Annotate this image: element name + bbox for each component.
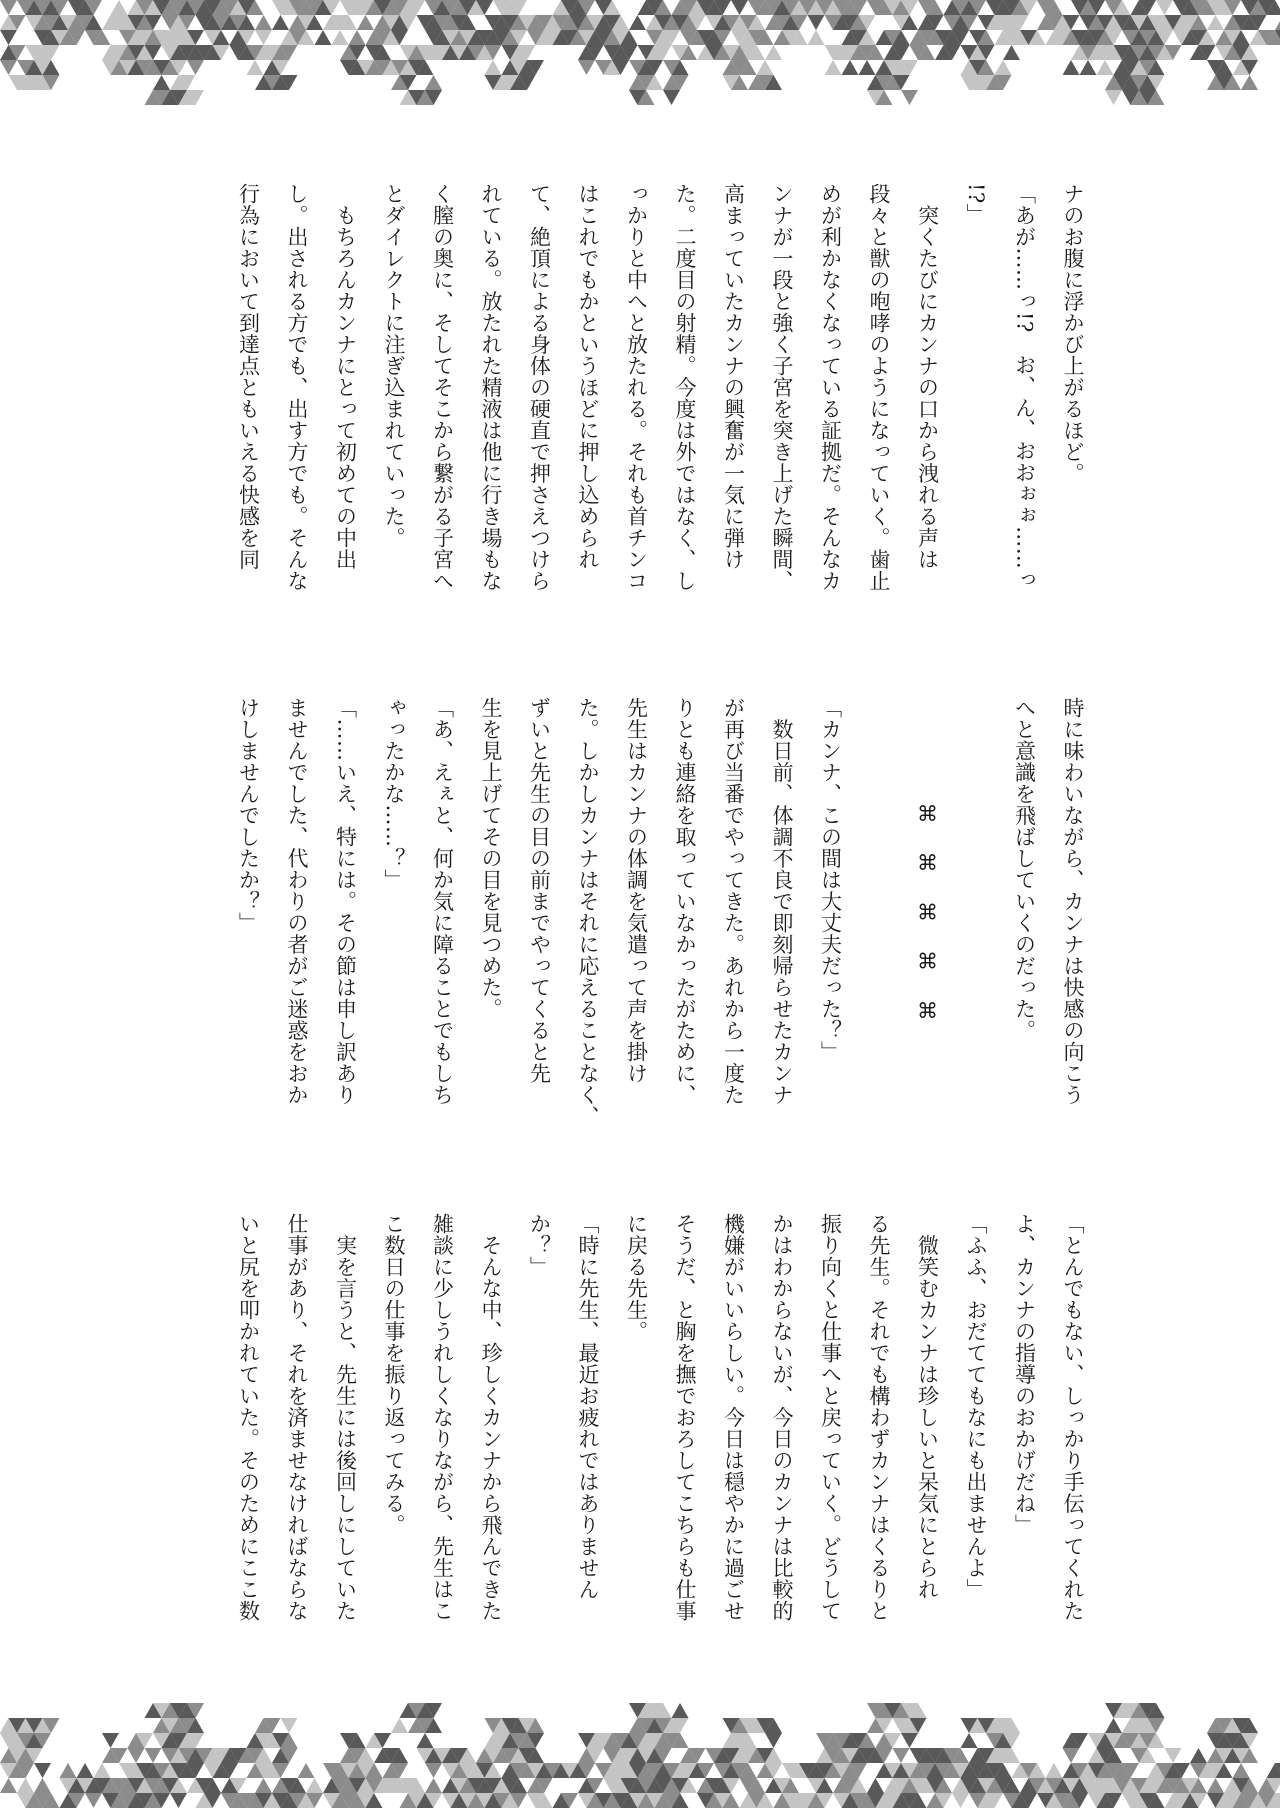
text-column — [952, 697, 1001, 1117]
text-column: へと意識を飛ばしていくのだった。 — [1012, 697, 1037, 1041]
triangle-tile — [901, 1733, 918, 1748]
triangle-tile — [1063, 60, 1080, 75]
text-column: る先生。それでも構わずカンナはくるりと — [867, 1213, 891, 1622]
triangle-tile — [153, 75, 170, 90]
text-column: 時に味わいながら、カンナは快感の向こう — [1061, 697, 1085, 1106]
triangle-tile — [128, 1748, 145, 1763]
triangle-tile — [298, 1763, 315, 1778]
text-column: りとも連絡を取っていなかったがために、 — [673, 697, 697, 1106]
triangle-tile — [34, 1763, 51, 1778]
triangle-tile — [111, 0, 128, 15]
text-column: て、絶頂による身体の硬直で押さえつけら — [527, 183, 552, 592]
triangle-tile — [825, 60, 842, 75]
triangle-tile — [765, 45, 782, 60]
text-column: 高まっていたカンナの興奮が一気に弾け — [721, 183, 746, 570]
text-column: 「あが……っ!? お、ん、おおぉぉ……っ — [1012, 183, 1037, 591]
triangle-tile — [0, 60, 17, 75]
section-break: ⌘⌘⌘⌘⌘ — [915, 802, 940, 1048]
triangle-tile — [1207, 1778, 1224, 1793]
triangle-mosaic-top — [0, 0, 1280, 110]
triangle-tile — [94, 1763, 111, 1778]
triangle-tile — [663, 90, 680, 105]
text-column: 微笑むカンナは珍しいと呆気にとられ — [915, 1213, 940, 1600]
triangle-tile — [34, 1778, 51, 1793]
triangle-tile — [1207, 15, 1224, 30]
text-column: 「カンナ、この間は大丈夫だった？」 — [818, 697, 843, 1063]
triangle-tile — [17, 1778, 34, 1793]
triangle-tile — [85, 1793, 102, 1808]
triangle-tile — [247, 60, 264, 75]
text-column: けしませんでしたか？」 — [236, 697, 261, 934]
triangle-tile — [893, 1748, 910, 1763]
text-column: そうだ、と胸を撫でおろしてこちらも仕事 — [673, 1213, 697, 1622]
text-column: こ数日の仕事を振り返ってみる。 — [382, 1213, 406, 1536]
header-triangle-pattern — [0, 0, 1280, 110]
text-column: ナのお腹に浮かび上がるほど。 — [1061, 183, 1085, 484]
triangle-tile — [995, 60, 1012, 75]
triangle-tile — [961, 1733, 978, 1748]
triangle-tile — [102, 1733, 119, 1748]
text-column: 先生はカンナの体調を気遣って声を掛け — [624, 697, 649, 1084]
triangle-tile — [629, 15, 646, 30]
text-column: もちろんカンナにとって初めての中出 — [333, 183, 358, 570]
text-column: か？」 — [527, 1213, 552, 1278]
text-column: 実を言うと、先生には後回しにしていた — [333, 1213, 358, 1622]
triangle-tile — [315, 30, 332, 45]
triangle-tile — [60, 1763, 77, 1778]
text-column — [855, 697, 904, 1117]
triangle-tile — [272, 15, 289, 30]
triangle-tile — [1241, 75, 1258, 90]
text-column: 振り向くと仕事へと戻っていく。どうして — [818, 1213, 843, 1622]
text-column: 「時に先生、最近お疲れではありません — [576, 1213, 600, 1600]
triangle-tile — [808, 15, 825, 30]
text-column: 生を見上げてその目を見つめた。 — [479, 697, 503, 1020]
triangle-tile — [1046, 1763, 1063, 1778]
triangle-tile — [1080, 60, 1097, 75]
text-column: れている。放たれた精液は他に行き場もな — [479, 183, 503, 592]
triangle-tile — [867, 1778, 884, 1793]
triangle-tile — [765, 1733, 782, 1748]
text-column: 数日前、体調不良で即刻帰らせたカンナ — [770, 697, 794, 1106]
triangle-tile — [0, 0, 17, 15]
triangle-tile — [357, 15, 374, 30]
text-column: ませんでした、代わりの者がご迷惑をおか — [285, 697, 309, 1106]
text-column: かはわからないが、今日のカンナは比較的 — [770, 1213, 794, 1622]
triangle-tile — [255, 30, 272, 45]
triangle-tile — [1165, 1748, 1182, 1763]
text-column: 「ふふ、おだててもなにも出ませんよ」 — [964, 1213, 988, 1600]
text-tier-middle — [224, 697, 1097, 1127]
triangle-tile — [77, 1763, 94, 1778]
text-column: 行為において到達点ともいえる快感を同 — [236, 183, 261, 570]
triangle-tile — [187, 60, 204, 75]
text-column: よ、カンナの指導のおかげだね」 — [1012, 1213, 1037, 1536]
triangle-tile — [578, 60, 595, 75]
text-tier-bottom — [224, 1213, 1097, 1633]
text-column: 機嫌がいいらしい。今日は穏やかに過ごせ — [721, 1213, 746, 1622]
triangle-tile — [255, 1778, 272, 1793]
text-column: !?」 — [964, 183, 988, 226]
triangle-tile — [1105, 90, 1122, 105]
triangle-tile — [1097, 60, 1114, 75]
text-tier-top — [224, 183, 1097, 603]
text-column: そんな中、珍しくカンナから飛んできた — [479, 1213, 503, 1622]
triangle-tile — [1275, 15, 1280, 30]
text-column: 「とんでもない、しっかり手伝ってくれた — [1061, 1213, 1085, 1622]
text-column: 仕事があり、それを済ませなければならな — [285, 1213, 309, 1622]
text-column: 段々と獣の咆哮のようになっていく。歯止 — [867, 183, 891, 592]
triangle-tile — [0, 30, 17, 45]
text-column: とダイレクトに注ぎ込まれていった。 — [382, 183, 406, 549]
triangle-tile — [255, 15, 272, 30]
triangle-tile — [306, 1778, 323, 1793]
text-column: 「……いえ、特には。その節は申し訳あり — [333, 697, 358, 1106]
triangle-tile — [1233, 1763, 1250, 1778]
triangle-tile — [1063, 1748, 1080, 1763]
triangle-tile — [731, 0, 748, 15]
text-column: 「あ、えぇと、何か気に障ることでもしち — [430, 697, 455, 1106]
triangle-tile — [859, 60, 876, 75]
text-column: に戻る先生。 — [624, 1213, 649, 1342]
triangle-tile — [0, 1778, 17, 1793]
triangle-mosaic-bottom — [0, 1698, 1280, 1808]
triangle-tile — [901, 90, 918, 105]
triangle-tile — [1156, 0, 1173, 15]
text-column: いと尻を叩かれていた。そのためにここ数 — [236, 1213, 261, 1622]
text-column: た。しかしカンナはそれに応えることなく、 — [576, 697, 600, 1127]
text-column: はこれでもかというほどに押し込められ — [576, 183, 600, 570]
text-column: めが利かなくなっている証拠だ。そんなカ — [818, 183, 843, 592]
footer-triangle-pattern — [0, 1698, 1280, 1808]
triangle-tile — [1190, 1748, 1207, 1763]
triangle-tile — [485, 60, 502, 75]
text-column: 雑談に少しうれしくなりながら、先生はこ — [430, 1213, 455, 1622]
text-column: が再び当番でやってきた。あれから一度た — [721, 697, 746, 1106]
text-column: ンナが一段と強く子宮を突き上げた瞬間、 — [770, 183, 794, 592]
triangle-tile — [349, 30, 366, 45]
triangle-tile — [170, 1793, 187, 1808]
text-column: ずいと先生の目の前までやってくると先 — [527, 697, 552, 1084]
text-column: く膣の奥に、そしてそこから繋がる子宮へ — [430, 183, 455, 592]
triangle-tile — [757, 60, 774, 75]
triangle-tile — [332, 30, 349, 45]
triangle-tile — [417, 1733, 434, 1748]
triangle-tile — [425, 1763, 442, 1778]
triangle-tile — [808, 30, 825, 45]
text-column: 突くたびにカンナの口から洩れる声は — [915, 183, 940, 570]
triangle-tile — [391, 1718, 408, 1733]
triangle-tile — [952, 1793, 969, 1808]
triangle-tile — [842, 60, 859, 75]
triangle-tile — [281, 1718, 298, 1733]
triangle-tile — [1105, 1718, 1122, 1733]
text-column: っかりと中へと放たれる。それも首チンコ — [624, 183, 649, 592]
text-column: ゃったかな……？」 — [382, 697, 406, 891]
text-column: た。二度目の射精。今度は外ではなく、し — [673, 183, 697, 592]
text-column: し。出される方でも、出す方でも。そんな — [285, 183, 309, 592]
triangle-tile — [145, 1748, 162, 1763]
triangle-tile — [425, 1778, 442, 1793]
triangle-tile — [1003, 45, 1020, 60]
triangle-tile — [672, 1703, 689, 1718]
triangle-tile — [425, 75, 442, 90]
